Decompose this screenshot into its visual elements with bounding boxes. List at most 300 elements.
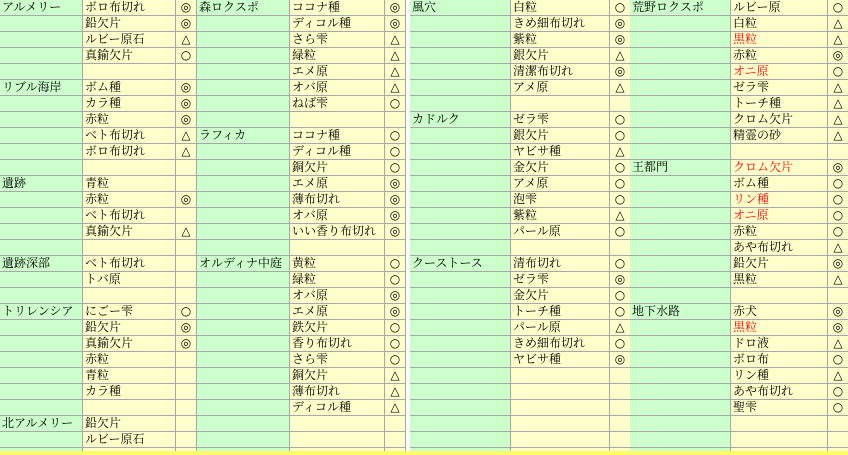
rating-cell: [176, 432, 196, 448]
item-cell: カラ種: [83, 96, 175, 112]
item-cell: 赤粒: [731, 48, 827, 64]
location-column: [197, 0, 290, 455]
location-cell: [197, 240, 289, 256]
rating-cell: [176, 64, 196, 80]
location-cell: [410, 48, 510, 64]
item-column: [731, 0, 828, 455]
location-cell: [410, 304, 510, 320]
item-cell: ゼラ雫: [511, 112, 609, 128]
location-cell: 遺跡深部: [0, 256, 82, 272]
location-cell: [0, 240, 82, 256]
location-cell: [410, 384, 510, 400]
rating-cell: [385, 416, 405, 432]
item-cell: アメ原: [511, 176, 609, 192]
location-cell: [410, 432, 510, 448]
item-cell: 赤粒: [83, 112, 175, 128]
item-cell: [83, 160, 175, 176]
location-cell: [0, 288, 82, 304]
rating-cell: ○: [385, 352, 405, 368]
item-cell: エメ原: [290, 304, 384, 320]
rating-cell: ○: [610, 224, 630, 240]
location-cell: [630, 64, 730, 80]
location-cell: [197, 16, 289, 32]
location-cell: [197, 288, 289, 304]
rating-cell: △: [610, 208, 630, 224]
location-cell: [630, 320, 730, 336]
rating-cell: ◎: [385, 304, 405, 320]
rating-cell: △: [176, 144, 196, 160]
item-cell: ボロ布: [731, 352, 827, 368]
rating-cell: ○: [828, 352, 848, 368]
location-cell: 荒野ロクスポ: [630, 0, 730, 16]
rating-cell: ◎: [610, 272, 630, 288]
item-cell: 青粒: [83, 176, 175, 192]
location-cell: [630, 48, 730, 64]
rating-cell: △: [176, 224, 196, 240]
item-cell: オバ原: [290, 80, 384, 96]
item-cell: あや布切れ: [731, 384, 827, 400]
location-cell: [630, 432, 730, 448]
location-cell: [197, 32, 289, 48]
location-cell: [630, 176, 730, 192]
item-cell: 泡雫: [511, 192, 609, 208]
location-cell: [197, 304, 289, 320]
item-cell: 薄布切れ: [290, 384, 384, 400]
location-cell: [630, 112, 730, 128]
rating-cell: ○: [385, 272, 405, 288]
location-cell: 森ロクスポ: [197, 0, 289, 16]
item-cell: あや布切れ: [731, 240, 827, 256]
rating-cell: ○: [610, 128, 630, 144]
item-cell: きめ細布切れ: [511, 16, 609, 32]
rating-cell: [176, 176, 196, 192]
item-cell: ゼラ雫: [731, 80, 827, 96]
location-cell: [0, 432, 82, 448]
location-cell: [0, 16, 82, 32]
item-cell: 鉛欠片: [83, 416, 175, 432]
rating-cell: [610, 400, 630, 416]
location-cell: [197, 208, 289, 224]
item-cell: [511, 416, 609, 432]
item-cell: クロム欠片: [731, 112, 827, 128]
item-cell: 鉛欠片: [731, 256, 827, 272]
location-cell: [0, 368, 82, 384]
item-cell: 清潔布切れ: [511, 64, 609, 80]
item-cell: 黒粒: [731, 272, 827, 288]
location-cell: [630, 240, 730, 256]
item-cell: [511, 432, 609, 448]
rating-column: [828, 0, 848, 455]
rating-cell: [828, 432, 848, 448]
item-column: [83, 0, 176, 455]
location-cell: [0, 192, 82, 208]
rating-column: [610, 0, 631, 455]
item-cell: 真鍮欠片: [83, 224, 175, 240]
rating-cell: ○: [828, 0, 848, 16]
rating-cell: △: [176, 128, 196, 144]
rating-cell: ○: [610, 336, 630, 352]
rating-cell: ○: [828, 384, 848, 400]
item-cell: オバ原: [290, 208, 384, 224]
location-cell: [410, 176, 510, 192]
item-cell: [83, 64, 175, 80]
location-cell: [197, 400, 289, 416]
item-cell: ルビー原石: [83, 32, 175, 48]
rating-cell: ◎: [828, 48, 848, 64]
rating-column: [385, 0, 406, 455]
item-cell: パール原: [511, 320, 609, 336]
rating-cell: △: [385, 384, 405, 400]
item-cell: 黄粒: [290, 256, 384, 272]
location-cell: [410, 64, 510, 80]
location-cell: [630, 80, 730, 96]
rating-cell: △: [828, 112, 848, 128]
rating-cell: △: [828, 368, 848, 384]
rating-cell: △: [610, 80, 630, 96]
bottom-border: [0, 451, 848, 455]
location-cell: [197, 224, 289, 240]
location-cell: [410, 240, 510, 256]
item-column: [511, 0, 610, 455]
item-cell: [83, 288, 175, 304]
item-cell: ココナ種: [290, 0, 384, 16]
location-cell: [197, 432, 289, 448]
location-cell: [197, 48, 289, 64]
rating-cell: [176, 384, 196, 400]
item-cell: ディコル種: [290, 16, 384, 32]
rating-cell: △: [610, 48, 630, 64]
item-cell: カラ種: [83, 384, 175, 400]
rating-cell: [610, 368, 630, 384]
rating-cell: [176, 160, 196, 176]
rating-cell: [828, 416, 848, 432]
item-cell: 銅欠片: [290, 368, 384, 384]
rating-cell: [176, 368, 196, 384]
location-column: [410, 0, 511, 455]
item-cell: エメ原: [290, 64, 384, 80]
item-cell: ココナ種: [290, 128, 384, 144]
rating-cell: ○: [828, 208, 848, 224]
item-cell: 金欠片: [511, 160, 609, 176]
location-cell: [410, 320, 510, 336]
item-cell: 精霊の砂: [731, 128, 827, 144]
location-cell: [630, 16, 730, 32]
item-cell: ディコル種: [290, 400, 384, 416]
location-cell: [410, 192, 510, 208]
rating-cell: [610, 240, 630, 256]
item-cell: 赤粒: [83, 192, 175, 208]
location-cell: [197, 176, 289, 192]
item-cell: 薄布切れ: [290, 192, 384, 208]
location-cell: [630, 336, 730, 352]
location-cell: [630, 32, 730, 48]
location-cell: [630, 400, 730, 416]
rating-cell: ◎: [176, 16, 196, 32]
location-cell: 地下水路: [630, 304, 730, 320]
item-cell: 白粒: [731, 16, 827, 32]
rating-cell: ○: [828, 176, 848, 192]
rating-cell: ○: [176, 48, 196, 64]
rating-cell: ○: [610, 256, 630, 272]
rating-cell: [828, 144, 848, 160]
location-cell: [0, 272, 82, 288]
rating-cell: ○: [828, 192, 848, 208]
rating-cell: ◎: [176, 336, 196, 352]
rating-cell: ◎: [610, 64, 630, 80]
location-cell: [630, 384, 730, 400]
location-cell: [630, 272, 730, 288]
item-cell: ゼラ雫: [511, 272, 609, 288]
rating-cell: ◎: [176, 80, 196, 96]
item-cell: オニ原: [731, 208, 827, 224]
item-cell: 清布切れ: [511, 256, 609, 272]
item-cell: [83, 400, 175, 416]
location-cell: [0, 48, 82, 64]
item-cell: [511, 240, 609, 256]
location-cell: [0, 336, 82, 352]
rating-cell: △: [385, 64, 405, 80]
location-cell: [197, 80, 289, 96]
rating-cell: ○: [828, 64, 848, 80]
location-cell: ラフィカ: [197, 128, 289, 144]
rating-cell: ○: [176, 304, 196, 320]
location-cell: [410, 208, 510, 224]
location-cell: [0, 320, 82, 336]
rating-cell: [176, 240, 196, 256]
item-cell: 緑粒: [290, 48, 384, 64]
location-cell: [630, 416, 730, 432]
location-cell: [0, 96, 82, 112]
rating-cell: [385, 240, 405, 256]
rating-cell: ◎: [385, 288, 405, 304]
location-cell: [0, 32, 82, 48]
item-cell: 香り布切れ: [290, 336, 384, 352]
item-cell: トーチ種: [511, 304, 609, 320]
location-cell: [197, 192, 289, 208]
location-cell: [197, 384, 289, 400]
rating-cell: △: [828, 80, 848, 96]
rating-cell: ○: [385, 336, 405, 352]
location-cell: [630, 128, 730, 144]
location-cell: [0, 128, 82, 144]
item-cell: パール原: [511, 224, 609, 240]
location-column: [0, 0, 83, 455]
rating-cell: ◎: [610, 32, 630, 48]
item-cell: きめ細布切れ: [511, 336, 609, 352]
rating-cell: △: [828, 32, 848, 48]
location-cell: [0, 384, 82, 400]
location-cell: [410, 352, 510, 368]
location-cell: [630, 352, 730, 368]
location-cell: [197, 272, 289, 288]
item-cell: ボロ布切れ: [83, 0, 175, 16]
rating-cell: ◎: [610, 16, 630, 32]
location-cell: [630, 256, 730, 272]
location-cell: トリレンシア: [0, 304, 82, 320]
location-cell: [410, 80, 510, 96]
item-cell: 銀欠片: [511, 48, 609, 64]
location-column: [630, 0, 731, 455]
rating-cell: [176, 352, 196, 368]
rating-cell: △: [385, 48, 405, 64]
location-cell: [410, 336, 510, 352]
rating-cell: △: [385, 80, 405, 96]
rating-cell: △: [610, 320, 630, 336]
item-cell: ルビー原: [731, 0, 827, 16]
item-cell: ボム種: [83, 80, 175, 96]
location-cell: 遺跡: [0, 176, 82, 192]
rating-cell: [385, 432, 405, 448]
rating-cell: [176, 256, 196, 272]
rating-cell: ○: [610, 112, 630, 128]
item-cell: [511, 384, 609, 400]
location-cell: [410, 400, 510, 416]
rating-cell: △: [828, 272, 848, 288]
location-cell: [410, 160, 510, 176]
rating-cell: ○: [610, 304, 630, 320]
location-cell: [410, 144, 510, 160]
item-cell: 真鍮欠片: [83, 336, 175, 352]
rating-cell: △: [828, 16, 848, 32]
item-cell: 赤犬: [731, 304, 827, 320]
item-cell: [290, 416, 384, 432]
item-cell: さら雫: [290, 352, 384, 368]
rating-cell: △: [828, 96, 848, 112]
rating-column: [176, 0, 197, 455]
item-cell: トバ原: [83, 272, 175, 288]
item-cell: 鉄欠片: [290, 320, 384, 336]
item-cell: ベト布切れ: [83, 256, 175, 272]
item-cell: クロム欠片: [731, 160, 827, 176]
item-cell: 紫粒: [511, 32, 609, 48]
rating-cell: [176, 272, 196, 288]
location-cell: [197, 144, 289, 160]
rating-cell: △: [610, 144, 630, 160]
rating-cell: ◎: [385, 208, 405, 224]
item-cell: 鉛欠片: [83, 16, 175, 32]
location-cell: [410, 32, 510, 48]
item-cell: [731, 144, 827, 160]
location-cell: オルディナ中庭: [197, 256, 289, 272]
rating-cell: ○: [385, 144, 405, 160]
item-cell: ヤビサ種: [511, 352, 609, 368]
item-cell: ねば雫: [290, 96, 384, 112]
rating-cell: ◎: [176, 320, 196, 336]
item-cell: [290, 240, 384, 256]
item-cell: [731, 288, 827, 304]
item-cell: さら雫: [290, 32, 384, 48]
location-cell: [0, 144, 82, 160]
location-cell: アルメリー: [0, 0, 82, 16]
location-cell: [0, 112, 82, 128]
item-cell: リン種: [731, 192, 827, 208]
rating-cell: ○: [610, 288, 630, 304]
item-column: [290, 0, 385, 455]
item-cell: 白粒: [511, 0, 609, 16]
rating-cell: ◎: [385, 224, 405, 240]
rating-cell: ◎: [176, 192, 196, 208]
location-cell: クーストース: [410, 256, 510, 272]
location-cell: [630, 96, 730, 112]
rating-cell: ○: [610, 176, 630, 192]
rating-cell: [610, 96, 630, 112]
item-cell: [511, 96, 609, 112]
item-cell: 銀欠片: [511, 128, 609, 144]
rating-cell: ○: [610, 192, 630, 208]
item-cell: [290, 112, 384, 128]
location-cell: 風穴: [410, 0, 510, 16]
location-cell: [410, 224, 510, 240]
location-cell: 王都門: [630, 160, 730, 176]
rating-cell: ○: [385, 256, 405, 272]
location-cell: [410, 128, 510, 144]
location-cell: [197, 352, 289, 368]
rating-cell: [176, 400, 196, 416]
rating-cell: △: [385, 32, 405, 48]
rating-cell: ○: [610, 160, 630, 176]
location-cell: [0, 64, 82, 80]
location-cell: [0, 160, 82, 176]
item-cell: アメ原: [511, 80, 609, 96]
location-cell: [0, 352, 82, 368]
item-cell: ヤビサ種: [511, 144, 609, 160]
item-cell: [511, 368, 609, 384]
rating-cell: ○: [385, 128, 405, 144]
location-cell: [630, 144, 730, 160]
rating-cell: △: [385, 400, 405, 416]
item-cell: エメ原: [290, 176, 384, 192]
item-cell: 聖雫: [731, 400, 827, 416]
location-cell: [0, 208, 82, 224]
item-cell: ボロ布切れ: [83, 144, 175, 160]
location-cell: [197, 160, 289, 176]
item-cell: ボム種: [731, 176, 827, 192]
location-cell: [410, 16, 510, 32]
rating-cell: ◎: [385, 0, 405, 16]
item-cell: ベト布切れ: [83, 128, 175, 144]
item-cell: トーチ種: [731, 96, 827, 112]
location-cell: [197, 416, 289, 432]
location-cell: [630, 208, 730, 224]
rating-cell: [176, 416, 196, 432]
rating-cell: [176, 208, 196, 224]
location-cell: [410, 368, 510, 384]
rating-cell: ◎: [176, 0, 196, 16]
item-cell: [511, 400, 609, 416]
location-cell: [630, 192, 730, 208]
rating-cell: ○: [828, 224, 848, 240]
rating-cell: △: [176, 32, 196, 48]
location-cell: [197, 336, 289, 352]
item-cell: 紫粒: [511, 208, 609, 224]
item-cell: 緑粒: [290, 272, 384, 288]
location-cell: [410, 288, 510, 304]
location-cell: [630, 224, 730, 240]
location-cell: [197, 368, 289, 384]
location-cell: リブル海岸: [0, 80, 82, 96]
item-cell: オバ原: [290, 288, 384, 304]
rating-cell: [385, 112, 405, 128]
item-cell: オニ原: [731, 64, 827, 80]
rating-cell: [176, 288, 196, 304]
rating-cell: ◎: [385, 192, 405, 208]
location-cell: [410, 272, 510, 288]
rating-cell: △: [828, 336, 848, 352]
item-cell: 黒粒: [731, 32, 827, 48]
location-cell: [630, 368, 730, 384]
rating-cell: ◎: [828, 304, 848, 320]
item-cell: いい香り布切れ: [290, 224, 384, 240]
